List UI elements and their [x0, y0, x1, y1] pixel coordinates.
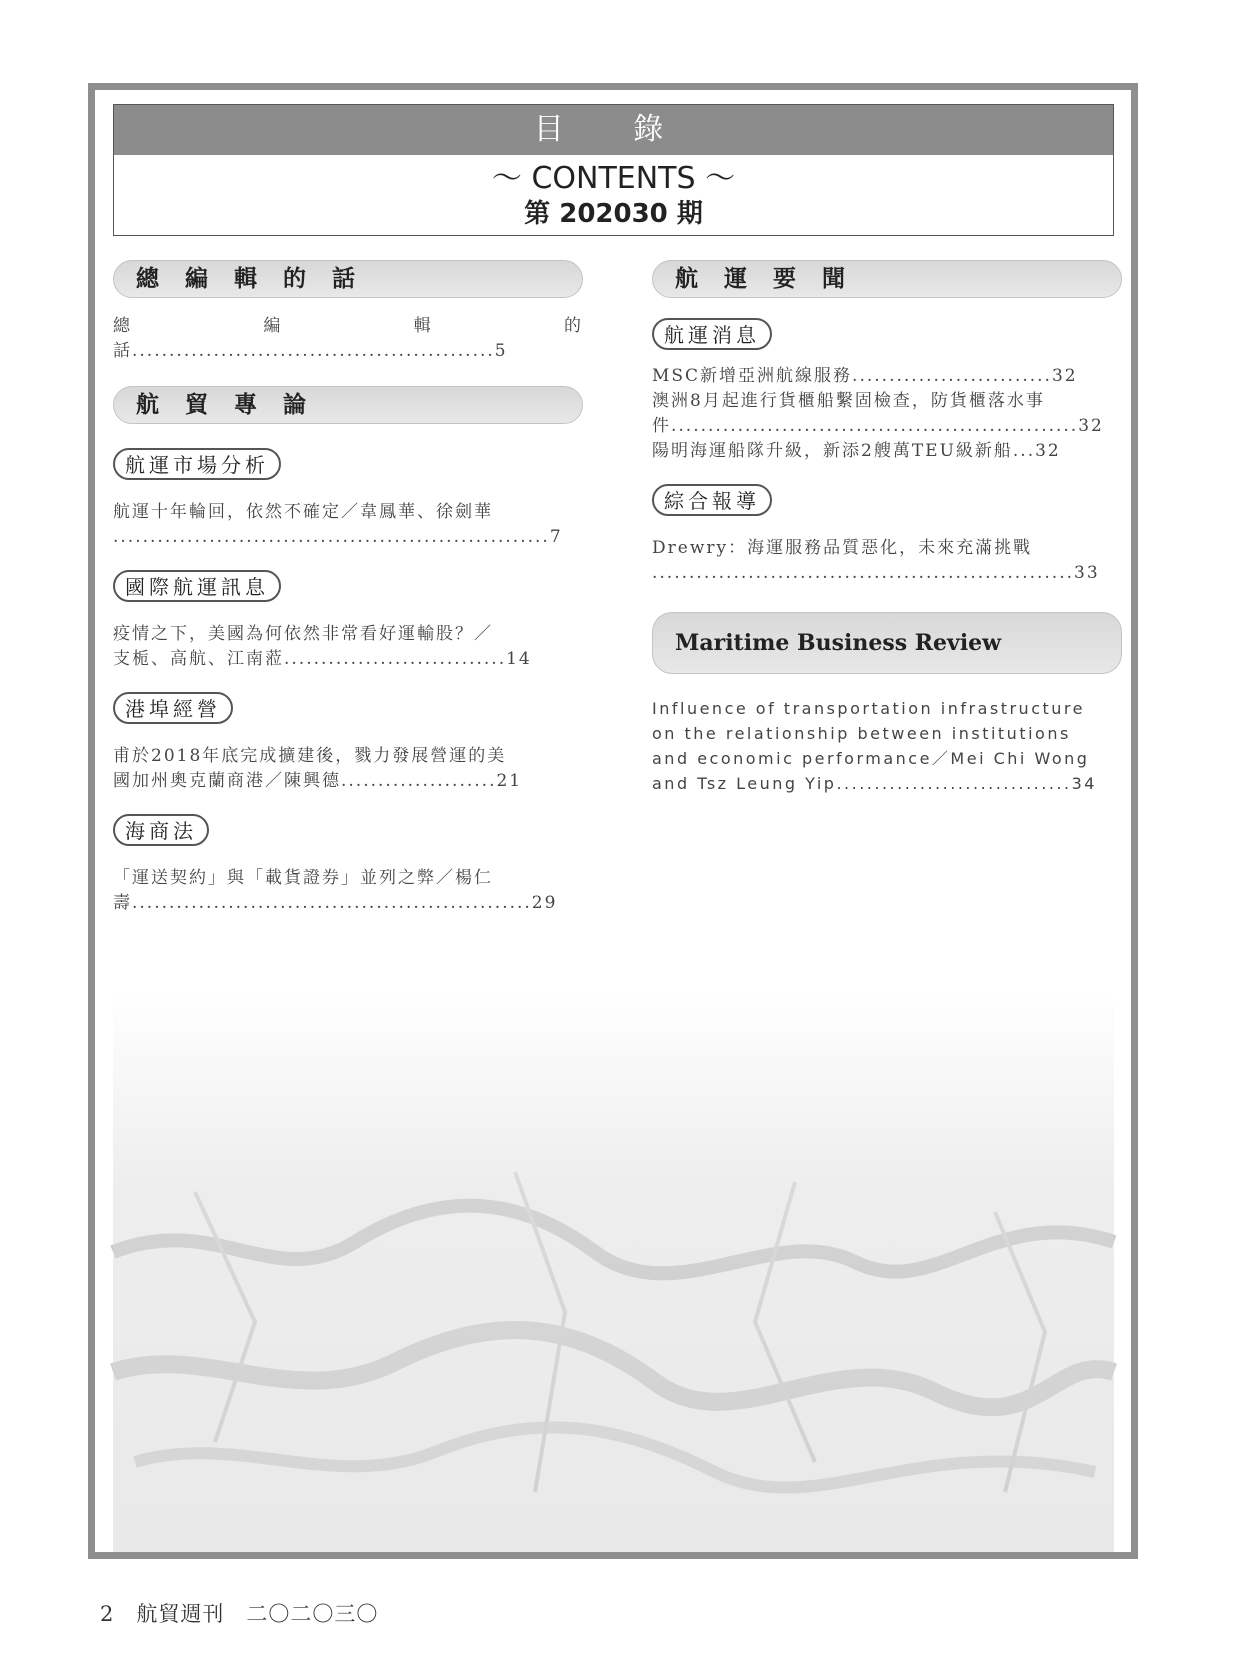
toc-entry-page: ...........................................................7 [113, 527, 563, 547]
subsection-market-analysis[interactable]: 航運市場分析 [113, 448, 281, 480]
subsection-shipping-news[interactable]: 航運消息 [652, 318, 772, 350]
contents-subtitle: ～ CONTENTS ～ [491, 161, 736, 196]
toc-entry-australia: 澳洲8月起進行貨櫃船繫固檢查，防貨櫃落水事 [652, 391, 1045, 411]
section-commentary[interactable]: 航 貿 專 論 [113, 386, 583, 424]
contents-header [113, 104, 1114, 236]
toc-entry-yangming: 陽明海運船隊升級，新添2艘萬TEU級新船...32 [652, 441, 1061, 461]
toc-entry-drewry[interactable] [652, 536, 1122, 586]
toc-entry-news[interactable] [652, 364, 1122, 464]
toc-entry-market[interactable] [113, 500, 583, 550]
subsection-maritime-law[interactable]: 海商法 [113, 814, 209, 846]
toc-entry-intl[interactable] [113, 622, 583, 672]
issue-number: 第 202030 期 [524, 199, 703, 229]
toc-entry-port[interactable] [113, 744, 583, 794]
page-frame [88, 83, 1138, 1559]
subsection-port[interactable]: 港埠經營 [113, 692, 233, 724]
marble-background-image [95, 992, 1131, 1552]
toc-entry-msc: MSC新增亞洲航線服務...........................32 [652, 366, 1078, 386]
toc-entry-text: Influence of transportation infrastructure [652, 699, 1085, 718]
section-shipping-news[interactable]: 航 運 要 聞 [652, 260, 1122, 298]
toc-entry-page: 國加州奧克蘭商港／陳興德.....................21 [113, 771, 523, 791]
contents-title: 目 錄 [114, 105, 1113, 155]
right-column [652, 260, 1122, 796]
left-column [113, 260, 583, 916]
page-footer: 2 航貿週刊 二〇二〇三〇 [100, 1602, 379, 1626]
toc-entry-page: 支栀、高航、江南蒞..............................14 [113, 649, 532, 669]
toc-entry-text: on the relationship between institutions [652, 724, 1071, 743]
section-editor[interactable]: 總 編 輯 的 話 [113, 260, 583, 298]
subsection-general-report[interactable]: 綜合報導 [652, 484, 772, 516]
toc-entry-text: and economic performance／Mei Chi Wong [652, 749, 1090, 768]
toc-entry-page: .........................................................33 [652, 563, 1100, 583]
subsection-intl-news[interactable]: 國際航運訊息 [113, 570, 281, 602]
toc-entry-text: 航運十年輪回，依然不確定／韋鳳華、徐劍華 [113, 502, 493, 522]
toc-entry-law[interactable] [113, 866, 583, 916]
toc-entry-text: 「運送契約」與「載貨證券」並列之弊／楊仁 [113, 868, 493, 888]
toc-entry-text: 甫於2018年底完成擴建後，戮力發展營運的美 [113, 746, 507, 766]
toc-entry-text: Drewry：海運服務品質惡化，未來充滿挑戰 [652, 538, 1033, 558]
toc-entry-australia-page: 件.......................................................32 [652, 416, 1104, 436]
toc-entry-page: 壽......................................................29 [113, 893, 558, 913]
toc-entry-text: 疫情之下，美國為何依然非常看好運輸股？／ [113, 624, 493, 644]
toc-entry-review[interactable] [652, 696, 1122, 796]
toc-entry-editor[interactable]: 總編輯的話.................................................5 [113, 316, 583, 361]
toc-entry-page: and Tsz Leung Yip...............................34 [652, 774, 1097, 793]
section-maritime-business-review[interactable]: Maritime Business Review [652, 612, 1122, 674]
